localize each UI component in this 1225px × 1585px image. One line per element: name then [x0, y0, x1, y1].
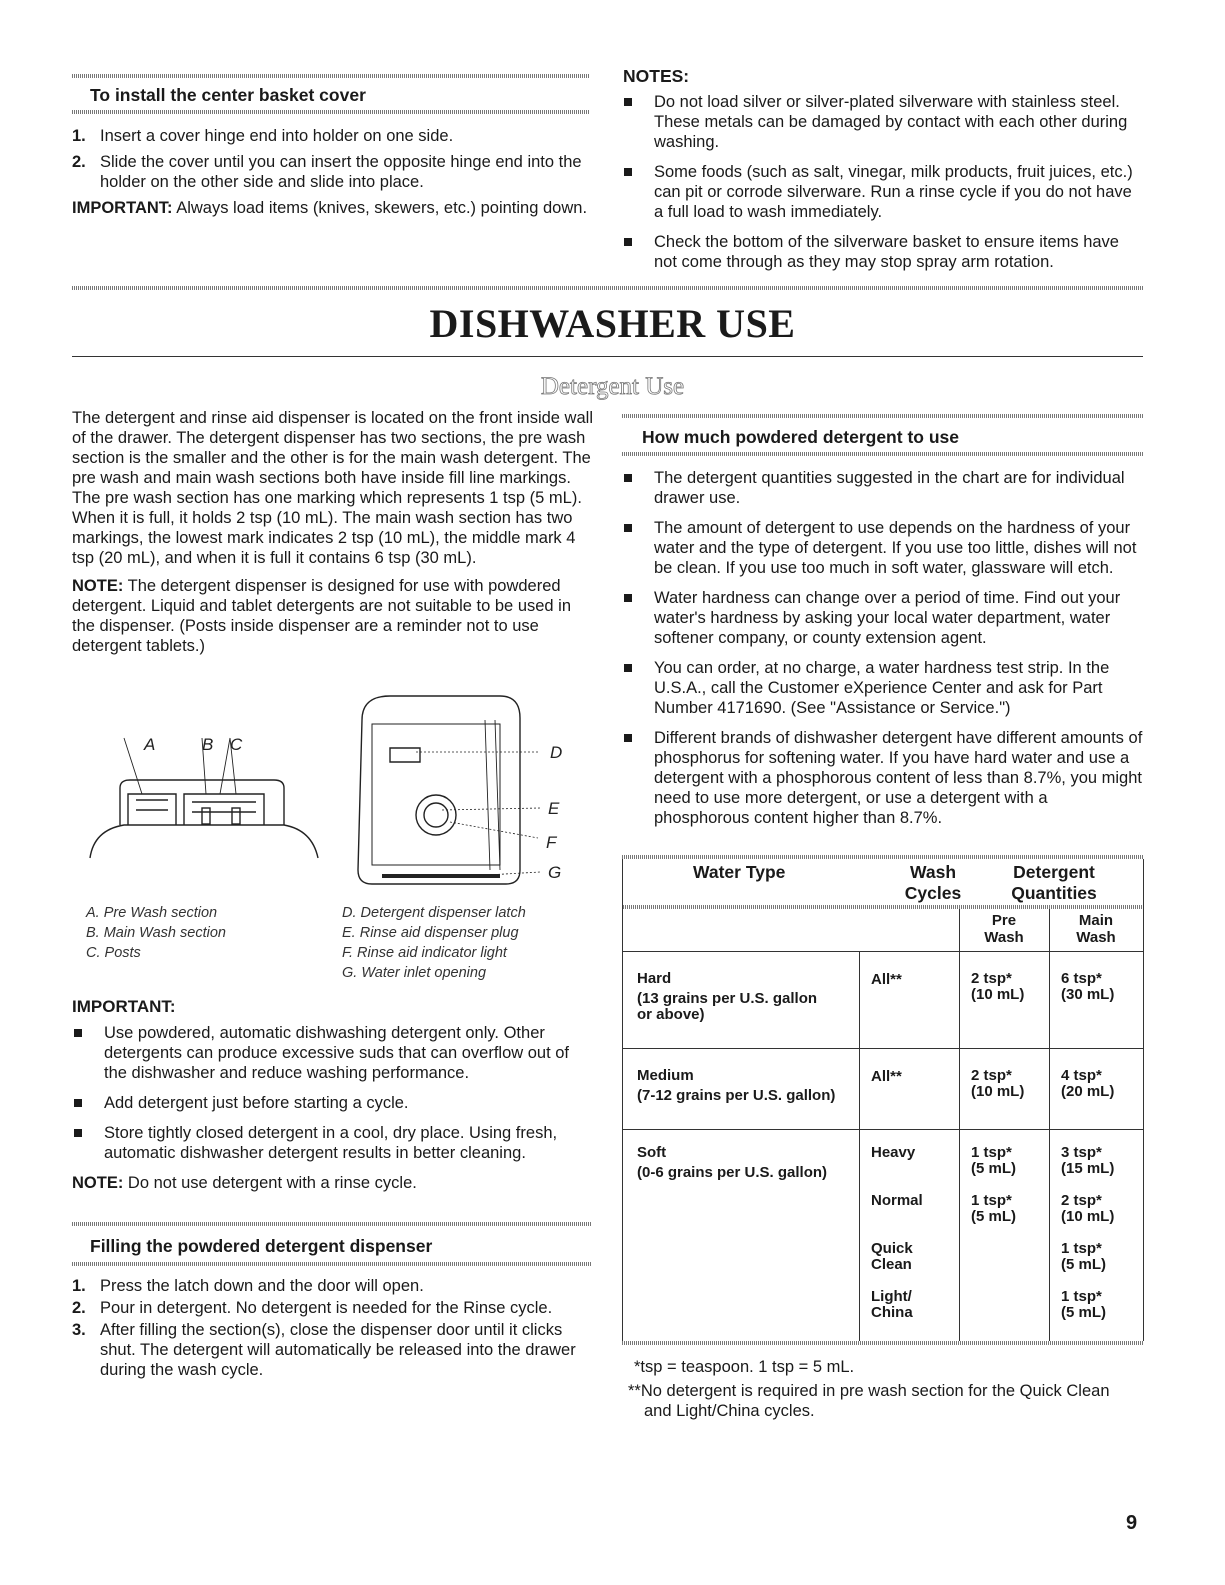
label-b: B: [202, 735, 214, 754]
footnote-no-detergent: **No detergent is required in pre wash section for the Quick Clean and Light/China cycles.: [628, 1382, 1110, 1420]
list-item: Some foods (such as salt, vinegar, milk products, fruit juices, etc.) can pit or corrode silverware. Run a rinse cycle if you do not have a full load to wash immediately.: [622, 162, 1140, 222]
dispenser-note: NOTE: The detergent dispenser is designed for use with powdered detergent. Liquid and tablet detergents are not suitable to be used in the dispenser. (Posts inside dispenser are a reminder not to use detergent tablets.): [72, 577, 572, 655]
center-basket-steps: [72, 126, 592, 218]
label-g: G: [548, 863, 562, 882]
page-number: 9: [1126, 1512, 1138, 1534]
divider: [623, 905, 1143, 909]
table-bottom-border: [622, 1341, 1144, 1345]
main-cell: 6 tsp* (30 mL): [1061, 970, 1115, 1003]
cycle-cell: Quick Clean: [871, 1240, 913, 1273]
filling-heading: Filling the powdered detergent dispenser: [90, 1236, 433, 1256]
step-item: 1. Press the latch down and the door will open.: [72, 1277, 424, 1295]
col-line: [859, 951, 860, 1342]
list-item: Water hardness can change over a period of time. Find out your water's hardness by asking your local water department, water softener company, or county extension agent.: [622, 588, 1143, 648]
divider: [72, 1262, 592, 1266]
cycle-cell: Normal: [871, 1192, 923, 1209]
filling-steps: [72, 1276, 594, 1382]
label-a: A: [144, 735, 156, 754]
rule: [72, 356, 1143, 357]
section-title: Detergent Use: [540, 373, 685, 400]
how-much-heading: How much powdered detergent to use: [642, 427, 959, 447]
cycle-cell: Light/ China: [871, 1288, 913, 1321]
label-f: F: [546, 833, 557, 852]
row-line: [623, 951, 1143, 952]
step-item: 3. After filling the section(s), close the dispenser door until it clicks shut. The detergent will automatically be released into the drawer during the wash cycle.: [72, 1321, 576, 1379]
main-cell: 1 tsp* (5 mL): [1061, 1240, 1106, 1273]
dispenser-door-illustration: [350, 690, 580, 890]
divider: [622, 414, 1143, 418]
figure-captions-left: A. Pre Wash section B. Main Wash section C. Posts: [86, 905, 226, 961]
list-item: Check the bottom of the silverware basket to ensure items have not come through as they may stop spray arm rotation.: [622, 232, 1140, 272]
notes-heading: NOTES:: [623, 66, 690, 86]
list-item: Do not load silver or silver-plated silverware with stainless steel. These metals can be damaged by contact with each other during washing.: [622, 92, 1140, 152]
cycle-cell: All**: [871, 1068, 902, 1085]
step-item: 2. Pour in detergent. No detergent is needed for the Rinse cycle.: [72, 1299, 553, 1317]
pre-cell: 1 tsp* (5 mL): [971, 1144, 1016, 1177]
main-cell: 3 tsp* (15 mL): [1061, 1144, 1115, 1177]
divider: [72, 74, 590, 78]
main-cell: 4 tsp* (20 mL): [1061, 1067, 1115, 1100]
list-item: The amount of detergent to use depends on the hardness of your water and the type of detergent. If you use too little, dishes will not be clean. If you use too much in soft water, glassware will etch.: [622, 518, 1143, 578]
table-row: Soft (0-6 grains per U.S. gallon): [637, 1144, 828, 1181]
important-list: [72, 1023, 594, 1193]
list-item: Use powdered, automatic dishwashing detergent only. Other detergents can produce excessive suds that can overflow out of the dishwasher and reduce washing performance.: [72, 1023, 594, 1083]
step-item: 2. Slide the cover until you can insert the opposite hinge end into the holder on the other side and slide into place.: [72, 153, 582, 191]
main-cell: 2 tsp* (10 mL): [1061, 1192, 1115, 1225]
label-d: D: [550, 743, 563, 762]
pre-cell: 1 tsp* (5 mL): [971, 1192, 1016, 1225]
cycle-cell: All**: [871, 971, 902, 988]
main-cell: 1 tsp* (5 mL): [1061, 1288, 1106, 1321]
list-item: You can order, at no charge, a water hardness test strip. In the U.S.A., call the Customer eXperience Center and ask for Part Number 4171690. (See "Assistance or Service."): [622, 658, 1143, 718]
divider: [72, 110, 590, 114]
label-e: E: [548, 799, 560, 818]
page-title: DISHWASHER USE: [429, 301, 796, 346]
rinse-note: NOTE: Do not use detergent with a rinse cycle.: [72, 1174, 417, 1192]
pre-cell: 2 tsp* (10 mL): [971, 1067, 1025, 1100]
header-pre-wash: Pre Wash: [984, 912, 1024, 946]
header-main-wash: Main Wash: [1076, 912, 1116, 946]
list-item: Add detergent just before starting a cycle.: [72, 1093, 594, 1113]
header-detergent: Detergent Quantities: [1011, 862, 1097, 903]
center-basket-heading: To install the center basket cover: [90, 85, 366, 105]
figure-captions-right: D. Detergent dispenser latch E. Rinse aid dispenser plug F. Rinse aid indicator light G. Water inlet opening: [342, 905, 526, 981]
header-water-type: Water Type: [693, 862, 786, 882]
notes-list: [622, 92, 1140, 282]
divider: [72, 286, 1143, 290]
table-row: Medium (7-12 grains per U.S. gallon): [637, 1067, 836, 1104]
col-line: [1049, 909, 1050, 1342]
header-wash-cycles: Wash Cycles: [904, 862, 962, 903]
col-line: [959, 909, 960, 1342]
list-item: Store tightly closed detergent in a cool, dry place. Using fresh, automatic dishwasher detergent results in better cleaning.: [72, 1123, 594, 1163]
dispenser-intro: The detergent and rinse aid dispenser is located on the front inside wall of the drawer. The detergent dispenser has two sections, the pre wash section is the smaller and the other is for the main wash detergent. The pre wash and main wash sections both have inside fill line markings. The pre wash section has one marking which represents 1 tsp (5 mL). When it is full, it holds 2 tsp (10 mL). The main wash section has two markings, the lowest mark indicates 2 tsp (10 mL), the middle mark 4 tsp (20 mL), and when it is full it contains 6 tsp (30 mL). NOTE: The detergent dispenser is designed for use with powdered detergent. Liquid and tablet detergents are not suitable to be used in the dispenser. (Posts inside dispenser are a reminder not to use detergent tablets.): [72, 409, 593, 655]
how-much-list: [622, 468, 1143, 838]
label-c: C: [230, 735, 243, 754]
row-line: [623, 1129, 1143, 1130]
row-line: [623, 1048, 1143, 1049]
divider: [72, 1222, 592, 1226]
list-item: The detergent quantities suggested in the chart are for individual drawer use.: [622, 468, 1143, 508]
important-heading: IMPORTANT:: [72, 997, 176, 1016]
dispenser-sections-illustration: [84, 730, 324, 865]
list-item: Different brands of dishwasher detergent have different amounts of phosphorus for softening water. If you have hard water and use a detergent with a phosphorous content of less than 8.7%, you might need to use more detergent, or use a detergent with a phosphorous content higher than 8.7%.: [622, 728, 1143, 828]
divider: [622, 452, 1143, 456]
detergent-table: [622, 859, 1144, 1342]
pre-cell: 2 tsp* (10 mL): [971, 970, 1025, 1003]
important-note: IMPORTANT: Always load items (knives, skewers, etc.) pointing down.: [72, 199, 588, 217]
step-item: 1. Insert a cover hinge end into holder on one side.: [72, 127, 454, 145]
cycle-cell: Heavy: [871, 1144, 916, 1161]
table-row: Hard (13 grains per U.S. gallon or above): [637, 970, 818, 1023]
footnote-tsp: *tsp = teaspoon. 1 tsp = 5 mL.: [634, 1358, 855, 1376]
